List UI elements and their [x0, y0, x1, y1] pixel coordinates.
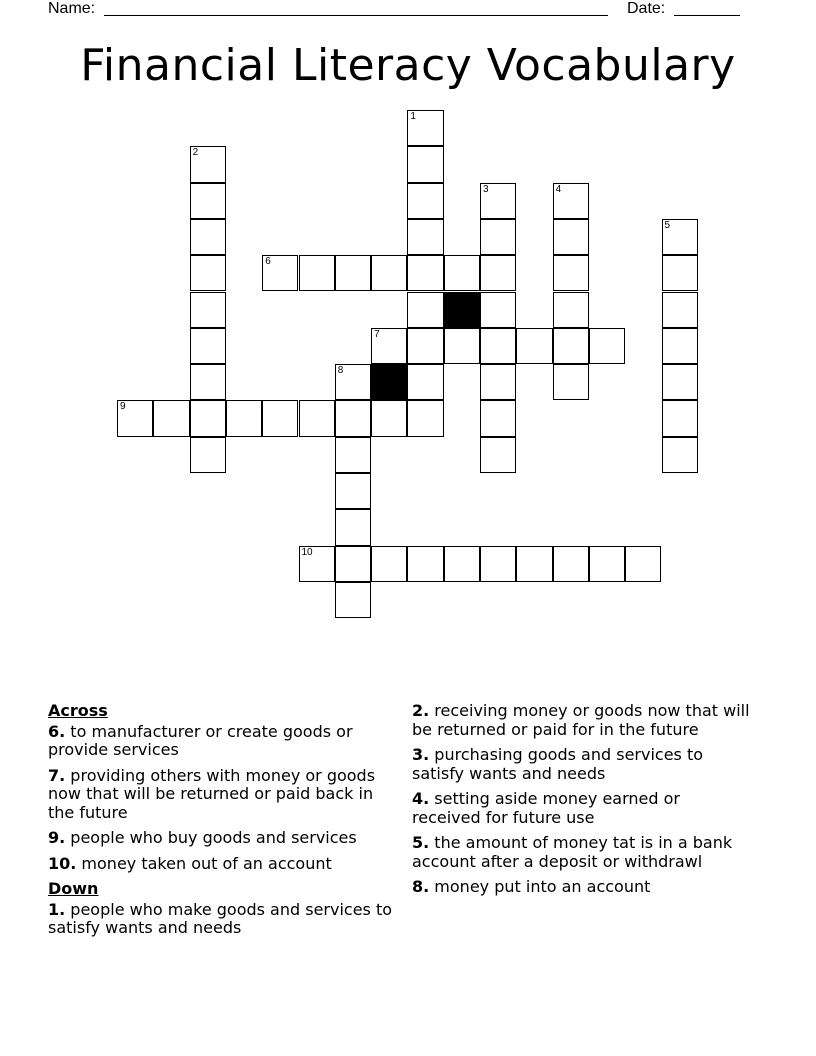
grid-cell[interactable] — [407, 146, 443, 182]
clue-text: setting aside money earned or received for future use — [412, 789, 680, 827]
grid-cell[interactable] — [190, 364, 226, 400]
grid-cell[interactable] — [226, 400, 262, 436]
grid-cell[interactable] — [299, 546, 335, 582]
cell-number: 2 — [192, 147, 199, 159]
grid-cell[interactable] — [662, 437, 698, 473]
clue-number: 10. — [48, 853, 77, 873]
cell-number: 4 — [555, 183, 562, 195]
clue-item — [48, 723, 400, 760]
clue-text: money put into an account — [429, 877, 651, 896]
date-label: Date: — [627, 0, 666, 17]
grid-cell[interactable] — [662, 400, 698, 436]
grid-cell[interactable] — [553, 219, 589, 255]
clue-item — [48, 829, 400, 848]
cell-number: 1 — [410, 111, 416, 122]
grid-cell[interactable] — [553, 546, 589, 582]
clue-item — [48, 901, 400, 938]
clue-item — [48, 767, 400, 823]
clue-text: the amount of money tat is in a bank account after a deposit or withdrawl — [412, 833, 733, 871]
grid-cell[interactable] — [335, 546, 371, 582]
clue-number: 4. — [412, 789, 430, 808]
clue-number: 2. — [412, 701, 430, 720]
grid-cell[interactable] — [371, 400, 407, 436]
grid-cell[interactable] — [153, 400, 189, 436]
grid-cell[interactable] — [444, 255, 480, 291]
grid-cell[interactable] — [190, 292, 226, 328]
grid-cell[interactable] — [190, 400, 226, 436]
grid-cell[interactable] — [553, 292, 589, 328]
grid-cell[interactable] — [407, 364, 443, 400]
cell-number: 3 — [483, 183, 489, 195]
grid-cell[interactable] — [335, 437, 371, 473]
grid-cell[interactable] — [553, 328, 589, 364]
grid-cell[interactable] — [480, 292, 516, 328]
grid-cell[interactable] — [480, 400, 516, 436]
clue-item — [412, 746, 752, 783]
black-cell — [371, 364, 407, 400]
grid-cell[interactable] — [190, 183, 226, 219]
grid-cell[interactable] — [190, 219, 226, 255]
grid-cell[interactable] — [407, 110, 443, 146]
grid-cell[interactable] — [662, 292, 698, 328]
cell-number: 9 — [120, 401, 126, 413]
clue-text: purchasing goods and services to satisfy wants and needs — [412, 745, 704, 783]
down-clue-list-continued — [412, 702, 752, 897]
name-label: Name: — [48, 0, 96, 17]
grid-cell[interactable] — [516, 328, 552, 364]
page-title: Financial Literacy Vocabulary — [80, 40, 736, 91]
grid-cell[interactable] — [190, 255, 226, 291]
grid-cell[interactable] — [299, 400, 335, 436]
grid-cell[interactable] — [190, 328, 226, 364]
grid-cell[interactable] — [335, 473, 371, 509]
grid-cell[interactable] — [299, 255, 335, 291]
grid-cell[interactable] — [407, 183, 443, 219]
clue-text: providing others with money or goods now that will be returned or paid back in the future — [48, 765, 376, 822]
grid-cell[interactable] — [662, 219, 698, 255]
cell-number: 7 — [374, 328, 380, 340]
grid-cell[interactable] — [480, 183, 516, 219]
down-heading: Down — [48, 879, 99, 898]
clue-text: people who make goods and services to satisfy wants and needs — [48, 899, 393, 937]
grid-cell[interactable] — [480, 546, 516, 582]
clue-item — [412, 834, 752, 871]
clue-number: 3. — [412, 745, 430, 764]
grid-cell[interactable] — [190, 437, 226, 473]
grid-cell[interactable] — [262, 255, 298, 291]
clue-item — [48, 855, 400, 874]
clue-item — [412, 790, 752, 827]
grid-cell[interactable] — [589, 328, 625, 364]
across-clue-list — [48, 723, 400, 874]
grid-cell[interactable] — [480, 364, 516, 400]
grid-cell[interactable] — [407, 219, 443, 255]
clue-text: receiving money or goods now that will be returned or paid for in the future — [412, 701, 750, 739]
grid-cell[interactable] — [407, 546, 443, 582]
grid-cell[interactable] — [516, 546, 552, 582]
grid-cell[interactable] — [407, 328, 443, 364]
down-clue-list — [48, 901, 400, 938]
grid-cell[interactable] — [335, 509, 371, 545]
grid-cell[interactable] — [335, 582, 371, 618]
grid-cell[interactable] — [480, 255, 516, 291]
grid-cell[interactable] — [480, 219, 516, 255]
clue-number: 1. — [48, 899, 66, 919]
clue-number: 9. — [48, 828, 66, 847]
grid-cell[interactable] — [553, 255, 589, 291]
grid-cell[interactable] — [262, 400, 298, 436]
grid-cell[interactable] — [335, 255, 371, 291]
grid-cell[interactable] — [371, 328, 407, 364]
cell-number: 10 — [301, 546, 313, 558]
across-heading: Across — [48, 701, 108, 720]
grid-cell[interactable] — [662, 328, 698, 364]
cell-number: 5 — [664, 219, 671, 231]
grid-cell[interactable] — [553, 364, 589, 400]
grid-cell[interactable] — [371, 546, 407, 582]
grid-cell[interactable] — [662, 364, 698, 400]
grid-cell[interactable] — [117, 400, 153, 436]
clues-left-column — [48, 702, 400, 945]
grid-cell[interactable] — [407, 292, 443, 328]
grid-cell[interactable] — [190, 146, 226, 182]
clue-text: people who buy goods and services — [65, 828, 357, 847]
grid-cell[interactable] — [444, 546, 480, 582]
black-cell — [444, 292, 480, 328]
grid-cell[interactable] — [335, 364, 371, 400]
grid-cell[interactable] — [553, 183, 589, 219]
grid-cell[interactable] — [480, 328, 516, 364]
cell-number: 8 — [337, 365, 344, 377]
clue-text: money taken out of an account — [76, 853, 332, 873]
grid-cell[interactable] — [371, 255, 407, 291]
clue-number: 7. — [48, 765, 66, 785]
grid-cell[interactable] — [407, 400, 443, 436]
grid-cell[interactable] — [335, 400, 371, 436]
clue-item — [412, 702, 752, 739]
grid-cell[interactable] — [407, 255, 443, 291]
clue-number: 8. — [412, 877, 430, 896]
clue-text: to manufacturer or create goods or provide services — [48, 721, 353, 759]
clue-item — [412, 878, 752, 897]
grid-cell[interactable] — [662, 255, 698, 291]
grid-cell[interactable] — [625, 546, 661, 582]
grid-cell[interactable] — [589, 546, 625, 582]
clues-right-column — [412, 702, 752, 904]
clue-number: 6. — [48, 721, 66, 741]
grid-cell[interactable] — [444, 328, 480, 364]
clue-number: 5. — [412, 833, 430, 852]
grid-cell[interactable] — [480, 437, 516, 473]
cell-number: 6 — [265, 256, 271, 268]
